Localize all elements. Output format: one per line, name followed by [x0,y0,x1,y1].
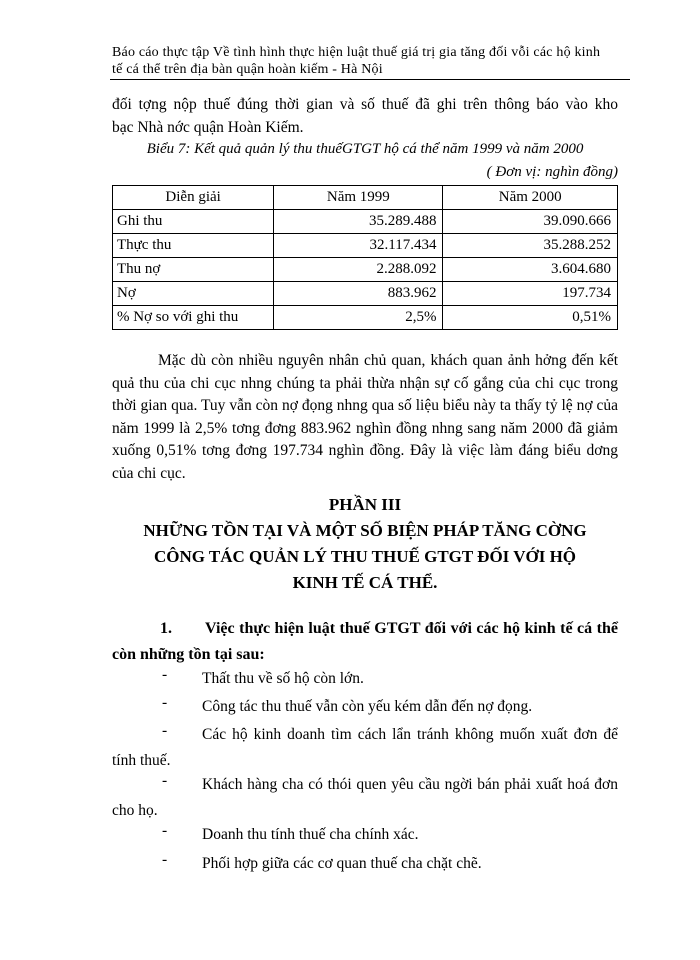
dash-bullet: - [162,851,168,868]
dash-bullet: - [162,822,168,839]
row-label: % Nợ so với ghi thu [113,306,274,330]
list-item [112,822,618,848]
section-number: 1. [160,620,172,637]
value-1999: 32.117.434 [274,234,443,258]
list-item [112,722,618,774]
list-item-text: Các hộ kinh doanh tìm cách lẩn tránh không muốn xuất đơn để tính thuế. [112,726,618,769]
list-item [112,851,618,877]
dash-bullet: - [162,666,168,683]
list-item-text: Thất thu về số hộ còn lớn. [202,670,364,687]
dash-bullet: - [162,694,168,711]
running-header [112,44,632,78]
header-cell-description: Diễn giải [113,186,274,210]
value-1999: 2,5% [274,306,443,330]
row-label: Nợ [113,282,274,306]
part-title-line-2: CÔNG TÁC QUẢN LÝ THU THUẾ GTGT ĐỐI VỚI HỘ [153,547,577,566]
value-2000: 197.734 [443,282,618,306]
part-number: PHẦN III [328,495,402,514]
table-row [113,282,618,306]
list-item-text: Công tác thu thuế vẫn còn yếu kém dẫn đến nợ đọng. [202,698,533,715]
tax-results-table [112,185,618,330]
list-item [112,772,618,824]
header-line-1: Báo cáo thực tập Về tình hình thực hiện luật thuế giá trị gia tăng đối vỗi các hộ kinh [112,45,601,60]
table-row [113,258,618,282]
table-header-row [113,186,618,210]
value-2000: 39.090.666 [443,210,618,234]
value-1999: 883.962 [274,282,443,306]
header-cell-2000: Năm 2000 [443,186,618,210]
value-2000: 3.604.680 [443,258,618,282]
list-item [112,666,618,692]
part-title-line-1: NHỮNG TỒN TẠI VÀ MỘT SỐ BIỆN PHÁP TĂNG CỜNG [143,521,587,540]
row-label: Ghi thu [113,210,274,234]
table-row [113,210,618,234]
header-divider [110,79,630,80]
part-title-line-3: KINH TẾ CÁ THỂ. [292,573,438,592]
value-1999: 35.289.488 [274,210,443,234]
value-1999: 2.288.092 [274,258,443,282]
header-line-2: tế cá thể trên địa bàn quận hoàn kiếm - Hà Nội [112,62,383,77]
dash-bullet: - [162,772,168,789]
paragraph-analysis: Mặc dù còn nhiều nguyên nhân chủ quan, khách quan ảnh hởng đến kết quả thu của chi cục nhng chúng ta phải thừa nhận sự cố gắng của chi cục trong thời gian qua. Tuy vẫn còn nợ đọng nhng qua số liệu biểu này ta thấy tỷ lệ nợ của năm 1999 là 2,5% tơng đơng 883.962 nghìn đồng nhng sang năm 2000 đã giảm xuống 0,51% tơng đơng 197.734 nghìn đồng. Đây là việc làm đáng biểu dơng của chi cục. [112,352,618,482]
part-title [112,518,618,596]
table-row [113,306,618,330]
table-row [113,234,618,258]
section-heading [112,616,618,668]
table-caption: Biểu 7: Kết quả quản lý thu thuếGTGT hộ cá thể năm 1999 và năm 2000 [146,141,584,157]
table-unit-note: ( Đơn vị: nghìn đồng) [486,164,618,180]
list-item-text: Doanh thu tính thuế cha chính xác. [202,826,419,843]
dash-bullet: - [162,722,168,739]
paragraph-intro-line-1: đối tợng nộp thuế đúng thời gian và số thuế đã ghi trên thông báo vào kho [112,96,618,113]
header-cell-1999: Năm 1999 [274,186,443,210]
paragraph-intro-line-2: bạc Nhà nớc quận Hoàn Kiếm. [112,118,304,136]
paragraph-intro [112,94,618,139]
value-2000: 35.288.252 [443,234,618,258]
list-item [112,694,618,720]
list-item-text: Phối hợp giữa các cơ quan thuế cha chặt chẽ. [202,855,482,872]
row-label: Thực thu [113,234,274,258]
section-text: Việc thực hiện luật thuế GTGT đối với các hộ kinh tế cá thể còn những tồn tại sau: [112,620,618,663]
row-label: Thu nợ [113,258,274,282]
value-2000: 0,51% [443,306,618,330]
list-item-text: Khách hàng cha có thói quen yêu cầu ngời bán phải xuất hoá đơn cho họ. [112,776,618,819]
